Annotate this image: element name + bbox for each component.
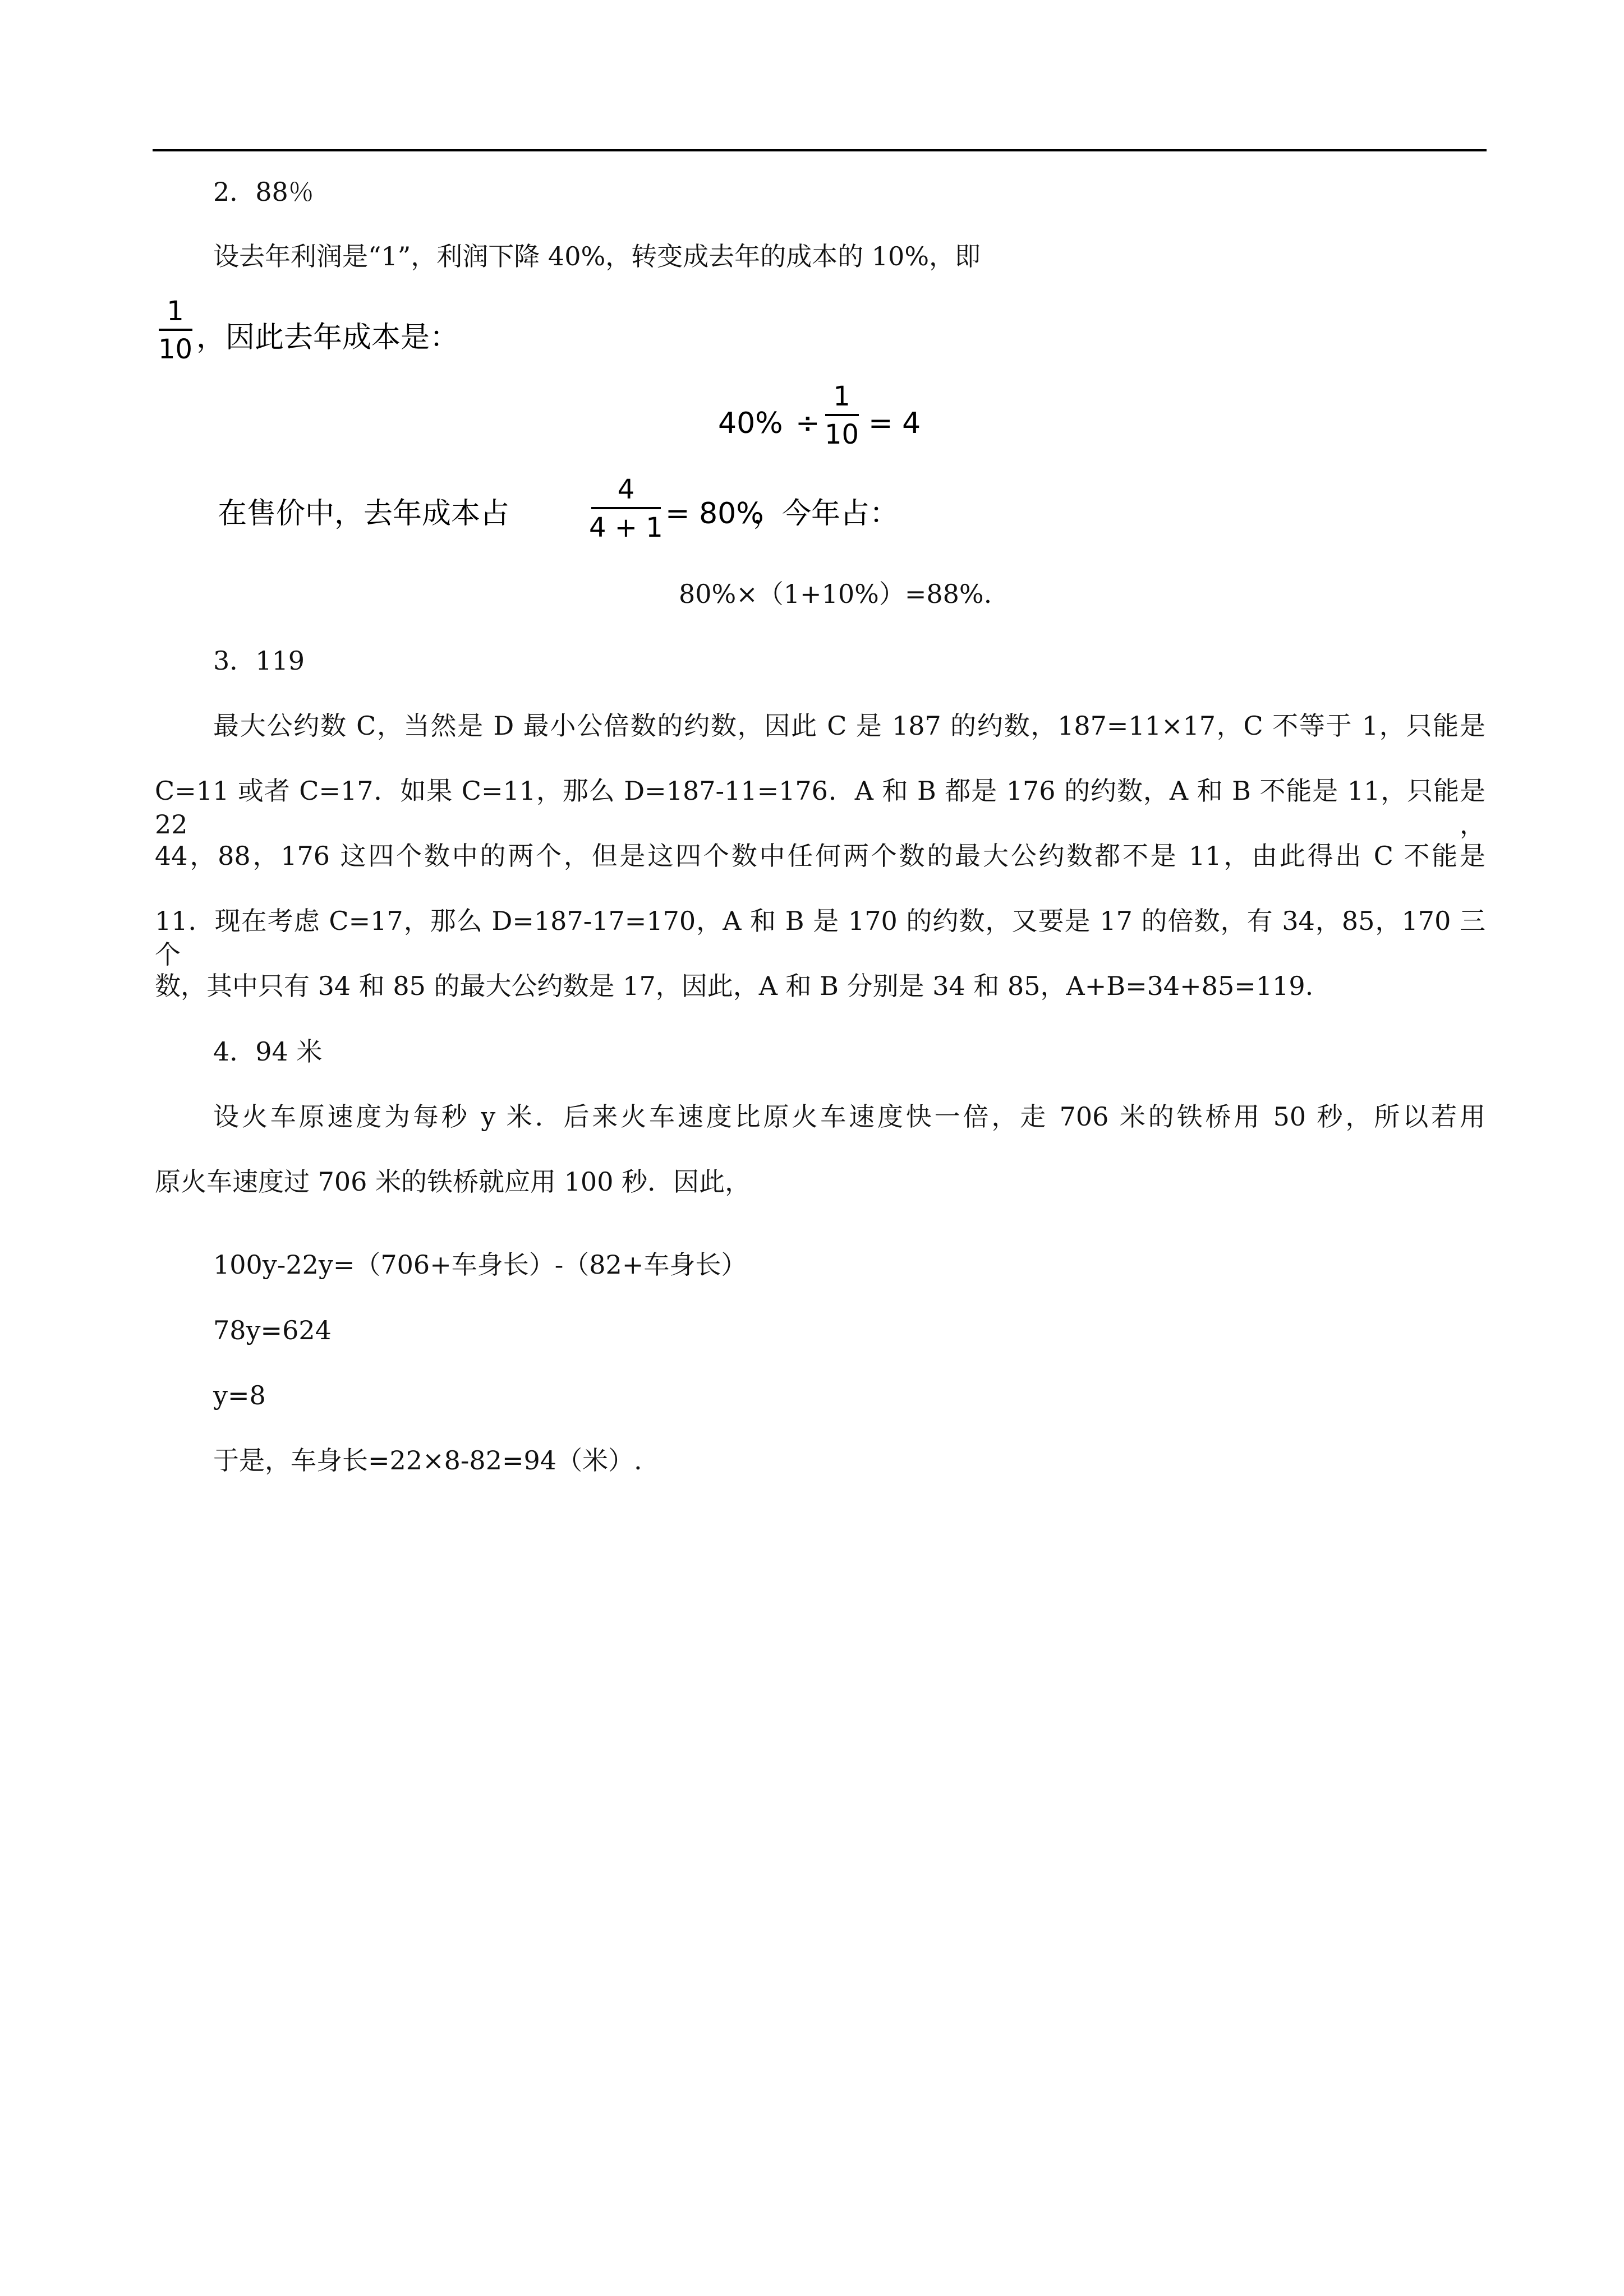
answer-2-intro: 设去年利润是“1”，利润下降 40%，转变成去年的成本的 10%，即 <box>213 241 981 271</box>
header-rule <box>153 149 1487 151</box>
answer-3-line: 11．现在考虑 C=17，那么 D=187-17=170，A 和 B 是 170 的约数，又要是 17 的倍数，有 34，85，170 三个 <box>155 906 1485 970</box>
answer-4-line: 设火车原速度为每秒 y 米．后来火车速度比原火车速度快一倍，走 706 米的铁桥用 50 秒，所以若用 <box>213 1101 1485 1132</box>
eq1-divide-sign: ÷ <box>795 407 820 440</box>
share-suffix: ，今年占： <box>753 497 899 531</box>
answer-4-equation-3: y=8 <box>213 1380 266 1410</box>
answer-2-final: 80%×（1+10%）=88%. <box>679 579 992 609</box>
answer-4-conclusion: 于是，车身长=22×8-82=94（米）. <box>213 1445 642 1476</box>
share-fraction <box>589 474 663 543</box>
answer-2-heading: 2．88％ <box>213 177 314 207</box>
eq1-fraction <box>825 381 859 450</box>
fraction-numerator: 1 <box>833 381 850 412</box>
fraction-bar <box>591 507 661 509</box>
fraction-numerator: 4 <box>617 474 635 505</box>
fraction-bar <box>825 414 859 416</box>
answer-3-heading: 3．119 <box>213 646 305 676</box>
fraction-denominator: 4 + 1 <box>589 512 663 543</box>
answer-4-heading: 4．94 米 <box>213 1036 323 1067</box>
share-prefix: 在售价中，去年成本占 <box>218 497 510 531</box>
fraction-denominator: 10 <box>825 419 859 450</box>
cost-text: ，因此去年成本是： <box>196 321 459 354</box>
answer-3-line: 数，其中只有 34 和 85 的最大公约数是 17，因此，A 和 B 分别是 34 和 85，A+B=34+85=119. <box>155 971 1314 1001</box>
answer-3-line: 44，88，176 这四个数中的两个，但是这四个数中任何两个数的最大公约数都不是 11，由此得出 C 不能是 <box>155 841 1485 871</box>
fraction-numerator: 1 <box>167 296 184 327</box>
fraction-denominator: 10 <box>158 334 193 365</box>
answer-4-equation-1: 100y-22y=（706+车身长）-（82+车身长） <box>213 1250 747 1280</box>
eq1-right: = 4 <box>868 407 921 440</box>
answer-3-line: 最大公约数 C，当然是 D 最小公倍数的约数，因此 C 是 187 的约数，187=11×17，C 不等于 1，只能是 <box>213 711 1485 741</box>
share-equals: = 80% <box>665 497 764 531</box>
answer-4-equation-2: 78y=624 <box>213 1315 332 1345</box>
eq1-left: 40% <box>718 407 783 440</box>
fraction-bar <box>159 329 192 331</box>
answer-3-line: C=11 或者 C=17．如果 C=11，那么 D=187-11=176．A 和 B 都是 176 的约数，A 和 B 不能是 11，只能是 22， <box>155 776 1485 840</box>
answer-4-line: 原火车速度过 706 米的铁桥就应用 100 秒．因此， <box>155 1167 751 1197</box>
fraction-one-tenth <box>158 296 192 365</box>
